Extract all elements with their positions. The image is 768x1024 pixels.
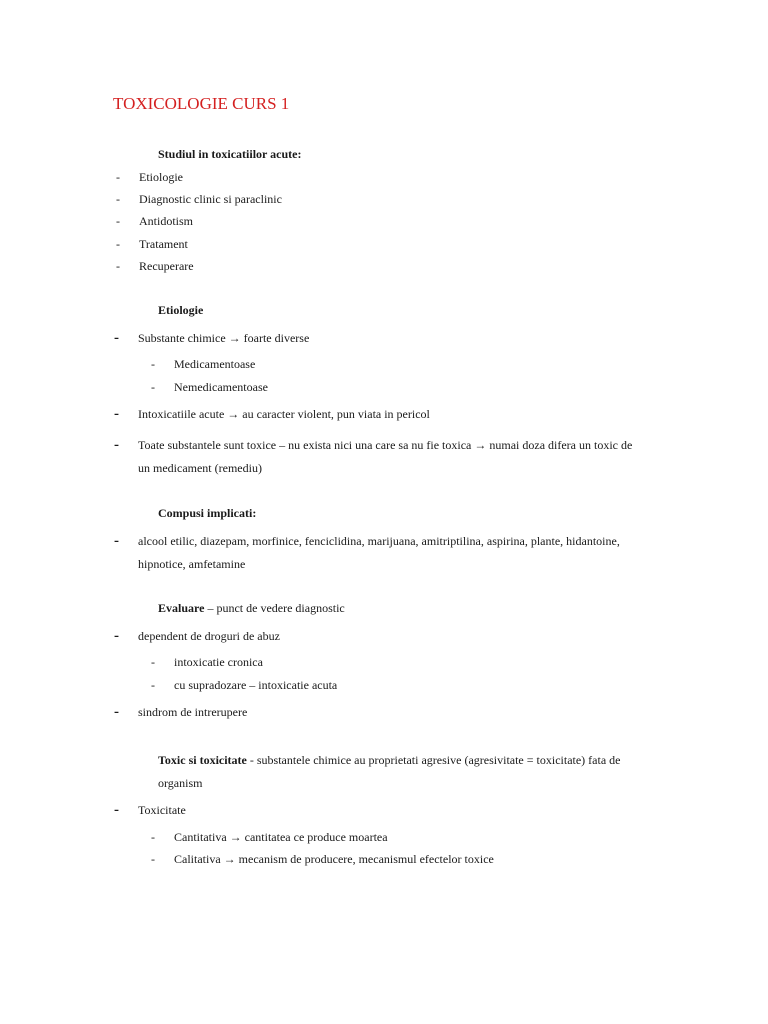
bullet-text: dependent de droguri de abuz <box>138 629 280 643</box>
bullet-text: sindrom de intrerupere <box>138 705 248 719</box>
list-item: Diagnostic clinic si paraclinic <box>139 192 282 206</box>
bullet-text: Toate substantele sunt toxice – nu exista nici una care sa nu fie toxica → numai doza difera un toxic de <box>138 438 633 452</box>
section-heading-etiologie: Etiologie <box>158 303 204 317</box>
section-heading-toxic <box>158 753 620 767</box>
sub-item: Nemedicamentoase <box>174 380 268 394</box>
bullet-text-continued: hipnotice, amfetamine <box>138 557 246 571</box>
section-heading-continued: organism <box>158 776 203 790</box>
bullet-dash: - <box>114 330 119 346</box>
heading-rest: – punct de vedere diagnostic <box>204 601 345 615</box>
bullet-text: Intoxicatiile acute → au caracter violent, pun viata in pericol <box>138 407 430 421</box>
section-heading-evaluare <box>158 601 345 615</box>
list-item: Antidotism <box>139 214 194 228</box>
sub-dash: - <box>151 357 155 371</box>
sub-dash: - <box>151 852 155 866</box>
sub-item: intoxicatie cronica <box>174 655 263 669</box>
list-item: Recuperare <box>139 259 194 273</box>
sub-dash: - <box>151 678 155 692</box>
document-title: TOXICOLOGIE CURS 1 <box>113 94 290 113</box>
sub-item: Calitativa → mecanism de producere, mecanismul efectelor toxice <box>174 852 494 866</box>
sub-dash: - <box>151 830 155 844</box>
bullet-text: Substante chimice → foarte diverse <box>138 331 310 345</box>
sub-dash: - <box>151 655 155 669</box>
heading-bold: Evaluare <box>158 601 205 615</box>
bullet-dash: - <box>114 628 119 644</box>
bullet-dash: - <box>114 533 119 549</box>
bullet-dash: - <box>114 437 119 453</box>
heading-bold: Toxic si toxicitate <box>158 753 247 767</box>
heading-rest: - substantele chimice au proprietati agresive (agresivitate = toxicitate) fata de <box>246 753 621 767</box>
sub-item: Medicamentoase <box>174 357 256 371</box>
sub-dash: - <box>151 380 155 394</box>
list-dash: - <box>116 192 120 206</box>
bullet-dash: - <box>114 704 119 720</box>
bullet-text: Toxicitate <box>138 803 186 817</box>
bullet-dash: - <box>114 406 119 422</box>
list-item: Etiologie <box>139 170 183 184</box>
section-heading-compusi: Compusi implicati: <box>158 506 257 520</box>
bullet-text: alcool etilic, diazepam, morfinice, fenciclidina, marijuana, amitriptilina, aspirina, plante, hidantoine, <box>138 534 620 548</box>
list-item: Tratament <box>139 237 188 251</box>
list-dash: - <box>116 214 120 228</box>
list-dash: - <box>116 237 120 251</box>
sub-item: Cantitativa → cantitatea ce produce moartea <box>174 830 388 844</box>
bullet-dash: - <box>114 802 119 818</box>
list-dash: - <box>116 170 120 184</box>
bullet-text-continued: un medicament (remediu) <box>138 461 262 475</box>
list-dash: - <box>116 259 120 273</box>
section-heading-studiul: Studiul in toxicatiilor acute: <box>158 147 302 161</box>
sub-item: cu supradozare – intoxicatie acuta <box>174 678 338 692</box>
